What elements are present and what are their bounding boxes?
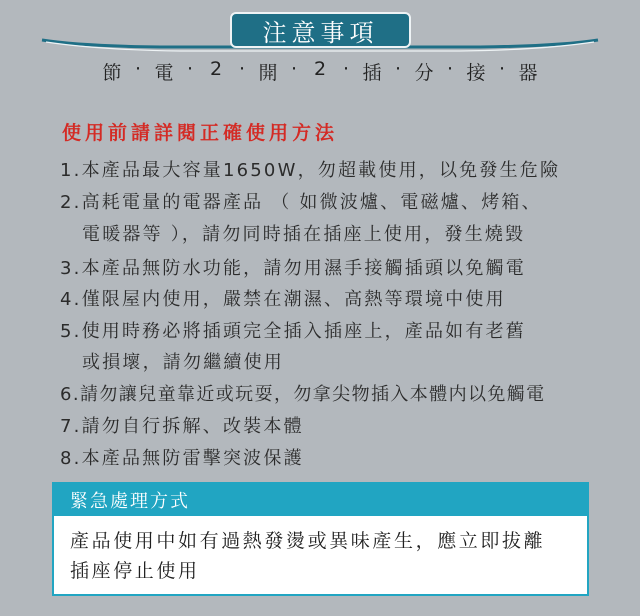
separator-dot: · <box>498 58 506 80</box>
instruction-continuation: 或損壞，請勿繼續使用 <box>82 352 284 373</box>
emergency-panel <box>52 482 589 596</box>
separator-dot: · <box>134 58 142 80</box>
instruction-item: 8.本產品無防雷擊突波保護 <box>60 448 304 469</box>
emergency-text <box>54 516 587 586</box>
emergency-heading: 緊急處理方式 <box>54 484 587 516</box>
instruction-item: 3.本產品無防水功能，請勿用濕手接觸插頭以免觸電 <box>60 258 526 279</box>
separator-dot: · <box>238 58 246 80</box>
emergency-line: 插座停止使用 <box>70 560 200 582</box>
instruction-item: 1.本產品最大容量1650W，勿超載使用，以免發生危險 <box>60 160 561 181</box>
product-name <box>0 58 640 85</box>
product-char: 電 <box>154 62 174 84</box>
instruction-item: 2.高耗電量的電器產品 （ 如微波爐、電磁爐、烤箱、 <box>60 192 542 213</box>
product-char: 器 <box>518 62 538 84</box>
instruction-continuation: 電暖器等 ），請勿同時插在插座上使用，發生燒毀 <box>82 224 526 245</box>
separator-dot: · <box>290 58 298 80</box>
warning-heading: 使用前請詳閱正確使用方法 <box>62 122 339 144</box>
separator-dot: · <box>446 58 454 80</box>
product-char: 開 <box>258 62 278 84</box>
product-char: 2 <box>313 58 327 80</box>
instruction-item: 4.僅限屋内使用，嚴禁在潮濕、高熱等環境中使用 <box>60 289 506 310</box>
separator-dot: · <box>394 58 402 80</box>
product-char: 接 <box>466 62 486 84</box>
product-char: 節 <box>102 62 122 84</box>
instruction-item: 7.請勿自行拆解、改裝本體 <box>60 416 304 437</box>
product-char: 插 <box>362 62 382 84</box>
product-char: 分 <box>414 62 434 84</box>
separator-dot: · <box>186 58 194 80</box>
instruction-item: 5.使用時務必將插頭完全插入插座上，產品如有老舊 <box>60 321 526 342</box>
emergency-line: 產品使用中如有過熱發燙或異味產生，應立即拔離 <box>70 530 546 552</box>
separator-dot: · <box>342 58 350 80</box>
instruction-item: 6.請勿讓兒童靠近或玩耍，勿拿尖物插入本體内以免觸電 <box>60 384 546 405</box>
product-char: 2 <box>209 58 223 80</box>
page-title: 注意事項 <box>230 12 411 48</box>
